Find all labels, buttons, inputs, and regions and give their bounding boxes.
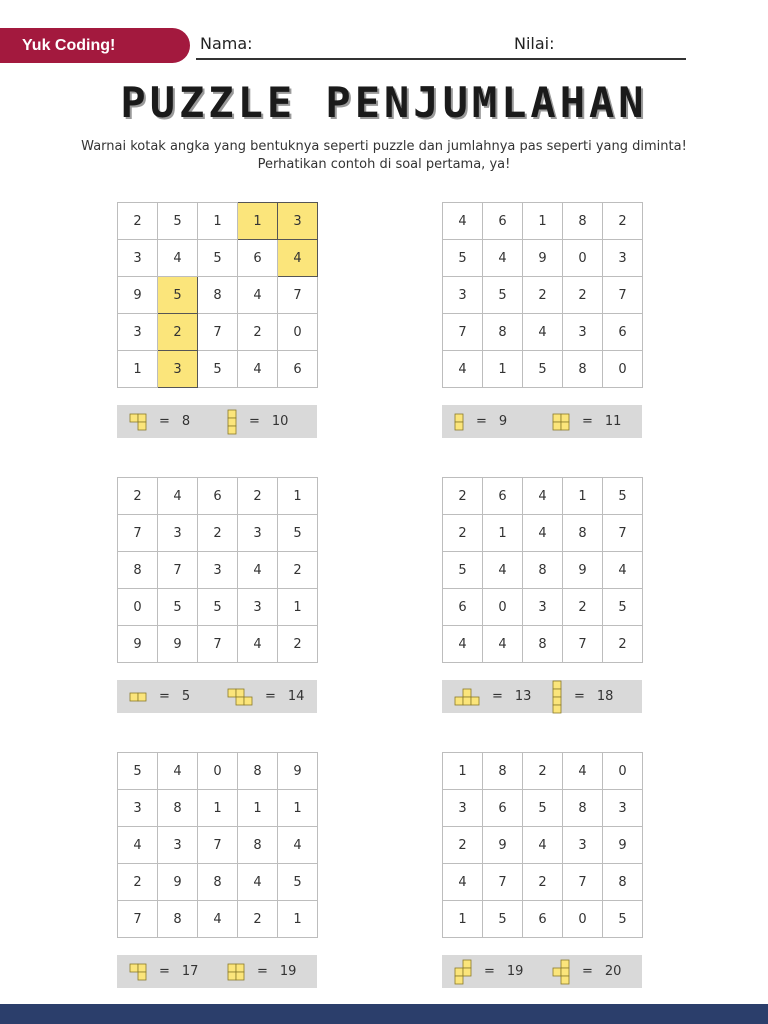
- grid-cell[interactable]: 0: [563, 901, 603, 938]
- grid-cell[interactable]: 3: [603, 790, 643, 827]
- puzzle-shape-icon: [454, 688, 480, 706]
- grid-cell[interactable]: 0: [563, 240, 603, 277]
- grid-cell[interactable]: 8: [563, 203, 603, 240]
- grid-cell[interactable]: 5: [483, 901, 523, 938]
- instruction-line-1: Warnai kotak angka yang bentuknya seperti puzzle dan jumlahnya pas seperti yang diminta!: [81, 139, 687, 154]
- target-sum: 20: [604, 964, 622, 979]
- equals-sign: =: [492, 689, 503, 704]
- grid-row: [443, 901, 643, 938]
- grid-cell[interactable]: 5: [278, 515, 318, 552]
- grid-cell[interactable]: 7: [603, 277, 643, 314]
- grid-cell[interactable]: 5: [158, 203, 198, 240]
- grid-row: [118, 277, 318, 314]
- grid-cell[interactable]: 4: [238, 351, 278, 388]
- grid-cell[interactable]: 6: [483, 478, 523, 515]
- grid-cell[interactable]: 4: [118, 827, 158, 864]
- number-grid: [117, 752, 318, 938]
- grid-cell[interactable]: 4: [158, 753, 198, 790]
- grid-cell[interactable]: 3: [523, 589, 563, 626]
- grid-cell[interactable]: 1: [278, 589, 318, 626]
- grid-cell[interactable]: 5: [198, 589, 238, 626]
- grid-cell[interactable]: 3: [158, 515, 198, 552]
- puzzle-shape-icon: [227, 688, 253, 706]
- grid-cell[interactable]: 2: [118, 203, 158, 240]
- grid-cell[interactable]: 3: [443, 277, 483, 314]
- legend-item: [454, 680, 531, 713]
- grid-cell[interactable]: 0: [603, 351, 643, 388]
- grid-cell[interactable]: 4: [483, 552, 523, 589]
- legend-item: [129, 680, 190, 713]
- grid-cell[interactable]: 9: [483, 827, 523, 864]
- puzzle-shape-icon: [454, 413, 464, 431]
- grid-cell[interactable]: 4: [523, 827, 563, 864]
- shape-legend: [442, 405, 642, 438]
- page-title: PUZZLE PENJUMLAHAN: [120, 78, 648, 127]
- grid-cell[interactable]: 6: [483, 203, 523, 240]
- grid-cell[interactable]: 1: [278, 478, 318, 515]
- grid-cell[interactable]: 3: [603, 240, 643, 277]
- grid-cell[interactable]: 9: [278, 753, 318, 790]
- grid-cell[interactable]: 2: [278, 626, 318, 663]
- grid-row: [118, 790, 318, 827]
- legend-item: [552, 955, 621, 988]
- target-sum: 17: [181, 964, 199, 979]
- grid-cell[interactable]: 9: [118, 626, 158, 663]
- grid-cell[interactable]: 5: [443, 240, 483, 277]
- grid-row: [443, 589, 643, 626]
- number-grid: [442, 202, 643, 388]
- grid-cell[interactable]: 4: [483, 240, 523, 277]
- puzzle-shape-icon: [129, 413, 147, 431]
- brand-badge: Yuk Coding!: [0, 28, 190, 63]
- grid-cell[interactable]: 0: [603, 753, 643, 790]
- grid-cell[interactable]: 7: [603, 515, 643, 552]
- grid-row: [118, 626, 318, 663]
- grid-cell[interactable]: 4: [443, 203, 483, 240]
- grid-row: [443, 240, 643, 277]
- equals-sign: =: [159, 964, 170, 979]
- target-sum: 14: [287, 689, 305, 704]
- legend-item: [552, 680, 613, 713]
- grid-row: [118, 203, 318, 240]
- number-grid: [442, 477, 643, 663]
- grid-cell[interactable]: 4: [158, 478, 198, 515]
- shape-legend: [442, 955, 642, 988]
- grid-cell[interactable]: 3: [563, 314, 603, 351]
- grid-cell[interactable]: 8: [523, 552, 563, 589]
- grid-cell[interactable]: 3: [118, 314, 158, 351]
- grid-cell[interactable]: 1: [563, 478, 603, 515]
- grid-cell[interactable]: 8: [158, 901, 198, 938]
- grid-row: [118, 351, 318, 388]
- grid-row: [443, 351, 643, 388]
- grid-cell[interactable]: 5: [483, 277, 523, 314]
- grid-cell[interactable]: 1: [198, 203, 238, 240]
- grid-cell[interactable]: 2: [118, 864, 158, 901]
- grid-cell[interactable]: 0: [118, 589, 158, 626]
- grid-cell[interactable]: 2: [603, 203, 643, 240]
- grid-row: [443, 827, 643, 864]
- grid-cell[interactable]: 1: [278, 901, 318, 938]
- grid-cell[interactable]: 2: [238, 314, 278, 351]
- grid-cell[interactable]: 4: [443, 864, 483, 901]
- grid-cell[interactable]: 4: [603, 552, 643, 589]
- grid-cell[interactable]: 8: [198, 277, 238, 314]
- legend-item: [129, 405, 190, 438]
- grid-row: [118, 864, 318, 901]
- puzzle-shape-icon: [129, 963, 147, 981]
- grid-row: [118, 240, 318, 277]
- grid-cell[interactable]: 6: [238, 240, 278, 277]
- target-sum: 19: [279, 964, 297, 979]
- grid-cell[interactable]: 9: [523, 240, 563, 277]
- grid-cell[interactable]: 4: [443, 351, 483, 388]
- puzzle-shape-icon: [552, 680, 562, 714]
- grid-cell[interactable]: 2: [523, 864, 563, 901]
- grid-cell[interactable]: 7: [118, 901, 158, 938]
- target-sum: 8: [181, 414, 191, 429]
- grid-cell[interactable]: 5: [198, 351, 238, 388]
- puzzle-shape-icon: [129, 692, 147, 702]
- grid-cell[interactable]: 2: [118, 478, 158, 515]
- target-sum: 10: [271, 414, 289, 429]
- grid-cell[interactable]: 7: [118, 515, 158, 552]
- grid-cell[interactable]: 2: [238, 901, 278, 938]
- grid-cell[interactable]: 2: [563, 277, 603, 314]
- grid-cell[interactable]: 4: [483, 626, 523, 663]
- grid-cell[interactable]: 3: [563, 827, 603, 864]
- grid-cell[interactable]: 4: [523, 314, 563, 351]
- puzzle-shape-icon: [227, 963, 245, 981]
- grid-row: [443, 314, 643, 351]
- grid-row: [118, 589, 318, 626]
- grid-cell[interactable]: 5: [118, 753, 158, 790]
- grid-cell[interactable]: 1: [443, 753, 483, 790]
- grid-cell[interactable]: 6: [603, 314, 643, 351]
- grid-cell[interactable]: 8: [563, 790, 603, 827]
- grid-cell[interactable]: 3: [158, 827, 198, 864]
- grid-row: [443, 478, 643, 515]
- grid-cell[interactable]: 6: [523, 901, 563, 938]
- target-sum: 5: [181, 689, 191, 704]
- grid-cell[interactable]: 5: [523, 790, 563, 827]
- target-sum: 19: [506, 964, 524, 979]
- grid-cell[interactable]: 7: [198, 626, 238, 663]
- grid-cell[interactable]: 4: [238, 864, 278, 901]
- legend-item: [454, 955, 523, 988]
- grid-cell[interactable]: 4: [238, 626, 278, 663]
- grid-cell[interactable]: 0: [198, 753, 238, 790]
- grid-cell[interactable]: 4: [238, 552, 278, 589]
- grid-cell[interactable]: 1: [238, 203, 278, 240]
- grid-cell[interactable]: 8: [118, 552, 158, 589]
- grid-row: [118, 314, 318, 351]
- grid-cell[interactable]: 4: [198, 901, 238, 938]
- grid-cell[interactable]: 7: [483, 864, 523, 901]
- grid-cell[interactable]: 1: [118, 351, 158, 388]
- grid-cell[interactable]: 1: [198, 790, 238, 827]
- grid-cell[interactable]: 8: [238, 753, 278, 790]
- grid-cell[interactable]: 9: [118, 277, 158, 314]
- legend-item: [454, 405, 507, 438]
- grid-cell[interactable]: 8: [563, 351, 603, 388]
- grid-cell[interactable]: 0: [483, 589, 523, 626]
- grid-cell[interactable]: 2: [523, 277, 563, 314]
- grid-row: [118, 753, 318, 790]
- grid-cell[interactable]: 1: [483, 515, 523, 552]
- grid-cell[interactable]: 8: [563, 515, 603, 552]
- grid-row: [443, 203, 643, 240]
- grid-cell[interactable]: 9: [158, 864, 198, 901]
- grid-cell[interactable]: 5: [523, 351, 563, 388]
- grid-cell[interactable]: 3: [443, 790, 483, 827]
- target-sum: 9: [498, 414, 508, 429]
- equals-sign: =: [582, 414, 593, 429]
- grid-cell[interactable]: 1: [483, 351, 523, 388]
- grid-row: [443, 552, 643, 589]
- number-grid: [117, 477, 318, 663]
- grid-row: [443, 277, 643, 314]
- equals-sign: =: [257, 964, 268, 979]
- grid-cell[interactable]: 0: [278, 314, 318, 351]
- nilai-label: Nilai:: [514, 34, 555, 53]
- grid-row: [118, 827, 318, 864]
- grid-row: [443, 864, 643, 901]
- grid-cell[interactable]: 1: [238, 790, 278, 827]
- grid-cell[interactable]: 2: [158, 314, 198, 351]
- grid-cell[interactable]: 6: [443, 589, 483, 626]
- grid-cell[interactable]: 5: [603, 901, 643, 938]
- grid-cell[interactable]: 2: [443, 515, 483, 552]
- grid-cell[interactable]: 8: [483, 753, 523, 790]
- grid-cell[interactable]: 5: [198, 240, 238, 277]
- number-grid: [442, 752, 643, 938]
- shape-legend: [117, 405, 317, 438]
- puzzle-shape-icon: [454, 959, 472, 985]
- grid-cell[interactable]: 8: [483, 314, 523, 351]
- equals-sign: =: [249, 414, 260, 429]
- legend-item: [129, 955, 198, 988]
- grid-cell[interactable]: 1: [523, 203, 563, 240]
- puzzle-shape-icon: [227, 409, 237, 435]
- target-sum: 11: [604, 414, 622, 429]
- name-score-line: [196, 58, 686, 60]
- grid-cell[interactable]: 2: [443, 478, 483, 515]
- grid-cell[interactable]: 2: [443, 827, 483, 864]
- grid-cell[interactable]: 2: [603, 626, 643, 663]
- grid-cell[interactable]: 4: [563, 753, 603, 790]
- legend-item: [227, 955, 296, 988]
- grid-cell[interactable]: 4: [158, 240, 198, 277]
- equals-sign: =: [159, 414, 170, 429]
- equals-sign: =: [582, 964, 593, 979]
- target-sum: 13: [514, 689, 532, 704]
- grid-cell[interactable]: 5: [158, 589, 198, 626]
- grid-cell[interactable]: 4: [278, 240, 318, 277]
- shape-legend: [117, 955, 317, 988]
- grid-cell[interactable]: 7: [563, 864, 603, 901]
- grid-cell[interactable]: 4: [443, 626, 483, 663]
- grid-cell[interactable]: 6: [198, 478, 238, 515]
- grid-cell[interactable]: 1: [278, 790, 318, 827]
- grid-cell[interactable]: 8: [523, 626, 563, 663]
- grid-row: [118, 478, 318, 515]
- number-grid: [117, 202, 318, 388]
- grid-cell[interactable]: 5: [603, 589, 643, 626]
- grid-cell[interactable]: 7: [198, 314, 238, 351]
- grid-cell[interactable]: 8: [198, 864, 238, 901]
- grid-cell[interactable]: 7: [443, 314, 483, 351]
- grid-row: [443, 790, 643, 827]
- grid-cell[interactable]: 8: [603, 864, 643, 901]
- grid-cell[interactable]: 5: [158, 277, 198, 314]
- shape-legend: [442, 680, 642, 713]
- grid-cell[interactable]: 8: [238, 827, 278, 864]
- grid-cell[interactable]: 1: [443, 901, 483, 938]
- grid-cell[interactable]: 3: [198, 552, 238, 589]
- equals-sign: =: [476, 414, 487, 429]
- grid-cell[interactable]: 3: [238, 515, 278, 552]
- grid-cell[interactable]: 4: [278, 827, 318, 864]
- grid-cell[interactable]: 7: [198, 827, 238, 864]
- grid-cell[interactable]: 4: [523, 515, 563, 552]
- equals-sign: =: [484, 964, 495, 979]
- puzzle-shape-icon: [552, 959, 570, 985]
- grid-row: [118, 515, 318, 552]
- grid-row: [118, 901, 318, 938]
- grid-cell[interactable]: 2: [278, 552, 318, 589]
- grid-cell[interactable]: 5: [278, 864, 318, 901]
- legend-item: [227, 405, 288, 438]
- grid-cell[interactable]: 3: [118, 240, 158, 277]
- grid-row: [443, 515, 643, 552]
- shape-legend: [117, 680, 317, 713]
- grid-row: [443, 753, 643, 790]
- puzzle-shape-icon: [552, 413, 570, 431]
- grid-cell[interactable]: 5: [603, 478, 643, 515]
- instruction-line-2: Perhatikan contoh di soal pertama, ya!: [257, 157, 511, 172]
- grid-cell[interactable]: 7: [158, 552, 198, 589]
- equals-sign: =: [265, 689, 276, 704]
- nama-label: Nama:: [200, 34, 253, 53]
- instructions: [0, 138, 768, 174]
- grid-cell[interactable]: 7: [278, 277, 318, 314]
- grid-cell[interactable]: 5: [443, 552, 483, 589]
- equals-sign: =: [159, 689, 170, 704]
- grid-cell[interactable]: 2: [523, 753, 563, 790]
- grid-cell[interactable]: 2: [198, 515, 238, 552]
- grid-cell[interactable]: 3: [278, 203, 318, 240]
- grid-cell[interactable]: 3: [238, 589, 278, 626]
- grid-cell[interactable]: 2: [238, 478, 278, 515]
- grid-cell[interactable]: 6: [483, 790, 523, 827]
- legend-item: [227, 680, 304, 713]
- target-sum: 18: [596, 689, 614, 704]
- footer-bar: [0, 1004, 768, 1024]
- grid-cell[interactable]: 9: [603, 827, 643, 864]
- legend-item: [552, 405, 621, 438]
- grid-cell[interactable]: 9: [158, 626, 198, 663]
- grid-cell[interactable]: 3: [158, 351, 198, 388]
- grid-cell[interactable]: 4: [523, 478, 563, 515]
- grid-cell[interactable]: 6: [278, 351, 318, 388]
- grid-cell[interactable]: 9: [563, 552, 603, 589]
- grid-row: [118, 552, 318, 589]
- grid-cell[interactable]: 7: [563, 626, 603, 663]
- grid-cell[interactable]: 4: [238, 277, 278, 314]
- grid-cell[interactable]: 8: [158, 790, 198, 827]
- equals-sign: =: [574, 689, 585, 704]
- grid-row: [443, 626, 643, 663]
- grid-cell[interactable]: 3: [118, 790, 158, 827]
- grid-cell[interactable]: 2: [563, 589, 603, 626]
